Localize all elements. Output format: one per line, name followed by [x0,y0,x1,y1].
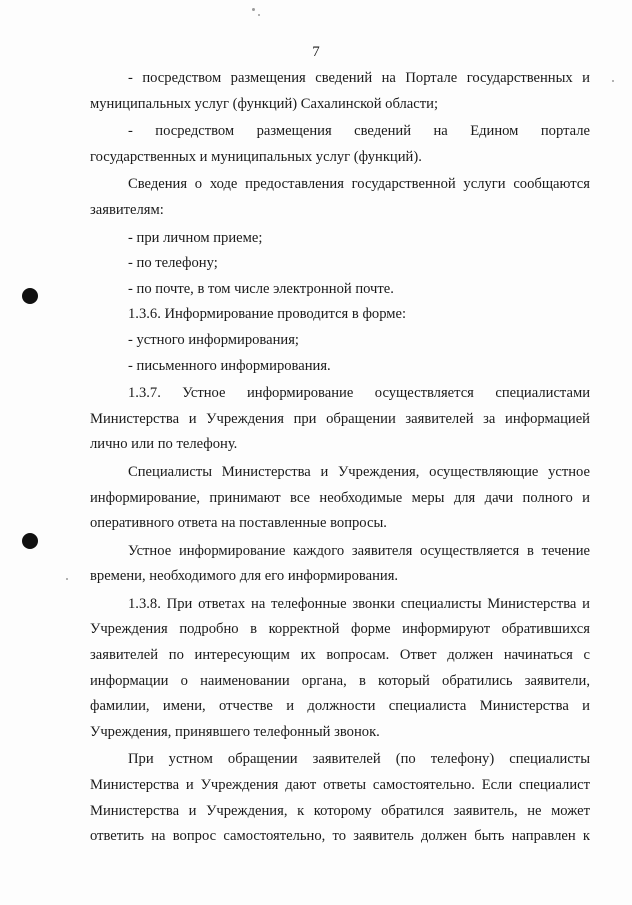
paragraph-line: - при личном приеме; [128,229,263,246]
paragraph-line: Устное информирование каждого заявителя осуществляется в течение [128,542,590,559]
paragraph-line: - письменного информирования. [128,357,331,374]
scan-speck [66,578,68,580]
punch-hole-mark [22,288,38,304]
paragraph-line: Сведения о ходе предоставления государственной услуги сообщаются [128,176,590,193]
paragraph-line: Министерства и Учреждения, к которому обратился заявитель, не может [90,802,590,819]
punch-hole-mark [22,533,38,549]
paragraph-line: 1.3.7. Устное информирование осуществляется специалистами [128,385,590,402]
paragraph-line: - посредством размещения сведений на Портале государственных и [128,70,590,86]
document-body [90,66,590,850]
paragraph-line: - посредством размещения сведений на Едином портале [128,123,590,140]
paragraph-line: государственных и муниципальных услуг (функций). [90,148,422,165]
scan-speck [252,8,255,11]
paragraph-line: Специалисты Министерства и Учреждения, осуществляющие устное [128,463,590,480]
scan-speck [612,80,614,82]
paragraph-line: лично или по телефону. [90,436,238,453]
paragraph-line: ответить на вопрос самостоятельно, то заявитель должен быть направлен к [90,828,590,845]
paragraph-line: времени, необходимого для его информирования. [90,568,399,585]
paragraph-line: фамилии, имени, отчестве и должности специалиста Министерства и [90,698,590,715]
paragraph-line: информирование, принимают все необходимые меры для дачи полного и [90,489,590,506]
paragraph-line: - устного информирования; [128,331,299,348]
paragraph-line: Министерства и Учреждения при обращении заявителей за информацией [90,410,590,427]
paragraph-line: Учреждения, принявшего телефонный звонок. [90,723,380,740]
paragraph-line: - по почте, в том числе электронной почте. [128,280,394,297]
paragraph-line: Министерства и Учреждения дают ответы самостоятельно. Если специалист [90,777,590,794]
scan-speck [258,14,260,16]
paragraph-line: заявителям: [90,201,164,218]
paragraph-line: 1.3.8. При ответах на телефонные звонки специалисты Министерства и [128,595,590,612]
paragraph-line: информации о наименовании органа, в который обратились заявители, [90,672,590,689]
paragraph-line: муниципальных услуг (функций) Сахалинской области; [90,95,439,112]
paragraph-line: заявителей по интересующим их вопросам. Ответ должен начинаться с [90,647,590,664]
paragraph-line: Учреждения подробно в корректной форме информируют обратившихся [90,621,590,638]
paragraph-line: 1.3.6. Информирование проводится в форме: [128,306,407,323]
page-number: 7 [312,44,320,60]
paragraph-line: При устном обращении заявителей (по телефону) специалисты [128,751,590,768]
paragraph-line: - по телефону; [128,255,218,272]
paragraph-line: оперативного ответа на поставленные вопросы. [90,515,387,532]
